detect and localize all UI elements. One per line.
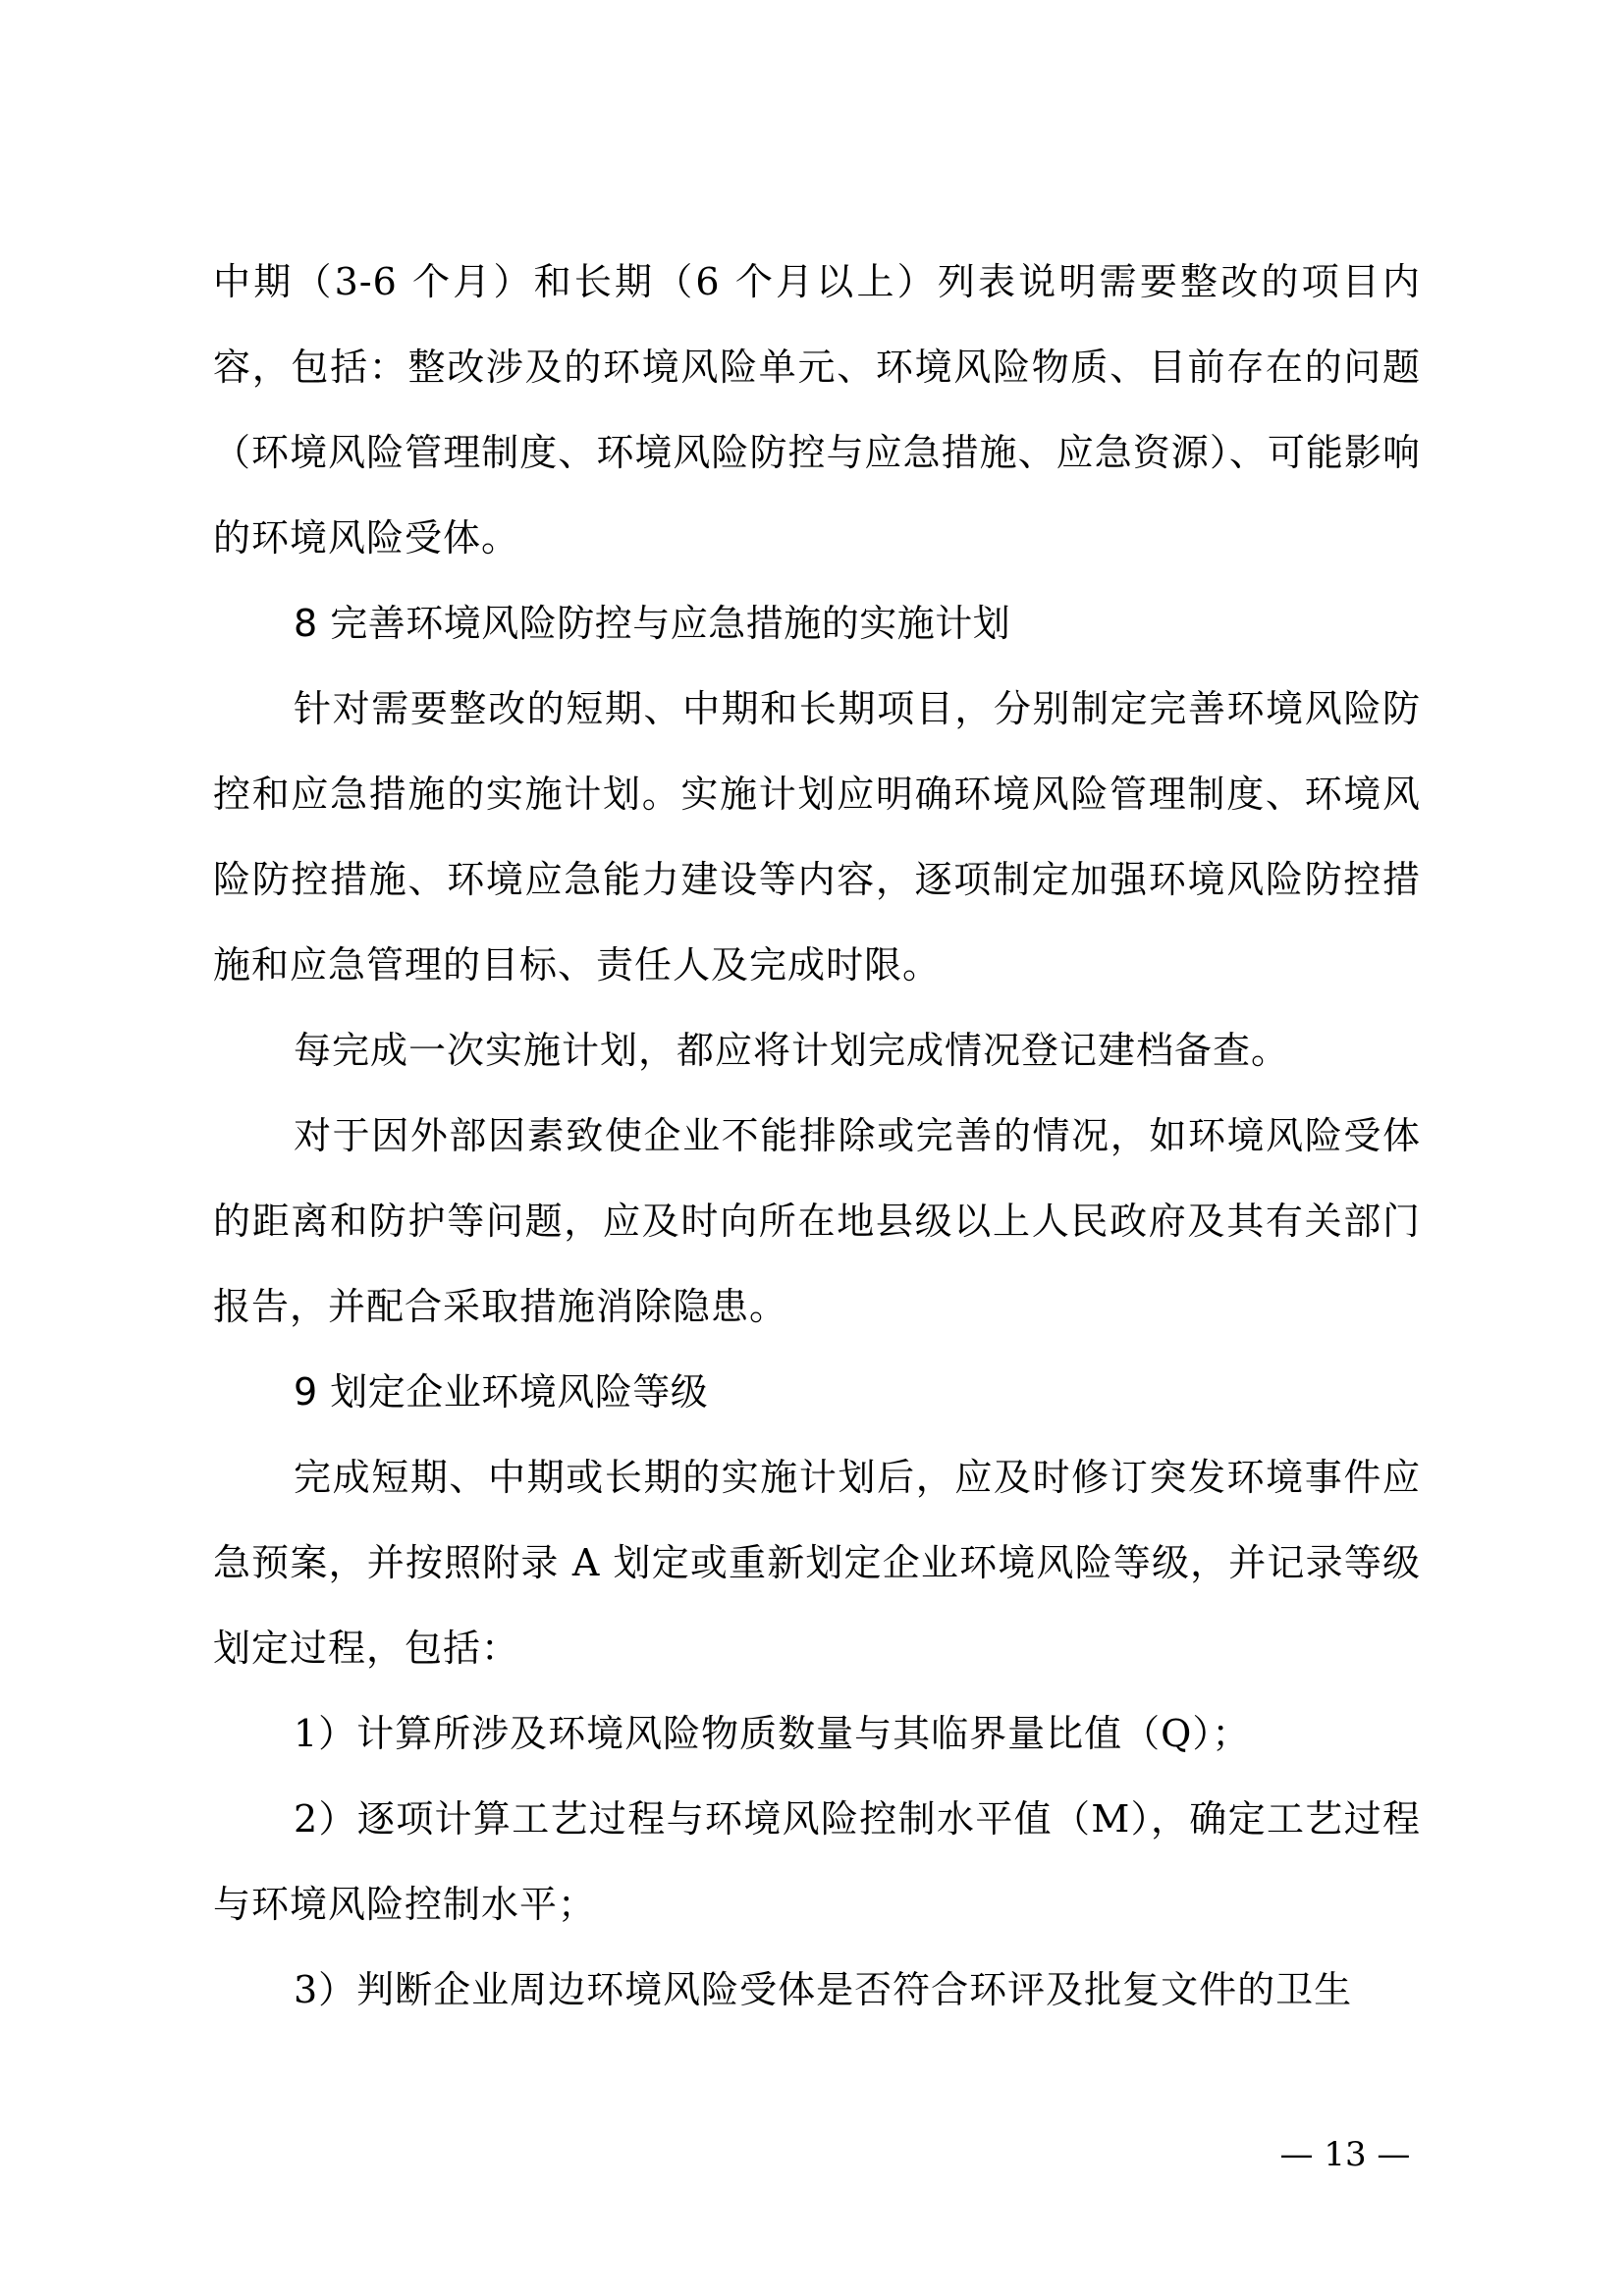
list-item-3: 3）判断企业周边环境风险受体是否符合环评及批复文件的卫生 bbox=[294, 1968, 1353, 2011]
paragraph-implementation-plan: 针对需要整改的短期、中期和长期项目，分别制定完善环境风险防控和应急措施的实施计划。实施计划应明确环境风险管理制度、环境风险防控措施、环境应急能力建设等内容，逐项制定加强环境风险防控措施和应急管理的目标、责任人及完成时限。 bbox=[213, 687, 1421, 987]
paragraph-record-archive: 每完成一次实施计划，都应将计划完成情况登记建档备查。 bbox=[294, 1029, 1290, 1072]
page-body bbox=[213, 240, 1421, 2033]
paragraph-continued-list: 中期（3-6 个月）和长期（6 个月以上）列表说明需要整改的项目内容，包括：整改涉及的环境风险单元、环境风险物质、目前存在的问题（环境风险管理制度、环境风险防控与应急措施、应急资源）、可能影响的环境风险受体。 bbox=[213, 260, 1421, 560]
section-heading-9: 9 划定企业环境风险等级 bbox=[294, 1370, 709, 1414]
paragraph-external-factors: 对于因外部因素致使企业不能排除或完善的情况，如环境风险受体的距离和防护等问题，应及时向所在地县级以上人民政府及其有关部门报告，并配合采取措施消除隐患。 bbox=[213, 1114, 1421, 1328]
list-item-1: 1）计算所涉及环境风险物质数量与其临界量比值（Q）； bbox=[294, 1712, 1251, 1755]
list-item-2: 2）逐项计算工艺过程与环境风险控制水平值（M），确定工艺过程与环境风险控制水平； bbox=[213, 1797, 1421, 1926]
section-heading-8: 8 完善环境风险防控与应急措施的实施计划 bbox=[294, 602, 1011, 645]
paragraph-risk-level: 完成短期、中期或长期的实施计划后，应及时修订突发环境事件应急预案，并按照附录 A 划定或重新划定企业环境风险等级，并记录等级划定过程，包括： bbox=[213, 1456, 1421, 1670]
page-number: — 13 — bbox=[1279, 2135, 1411, 2174]
